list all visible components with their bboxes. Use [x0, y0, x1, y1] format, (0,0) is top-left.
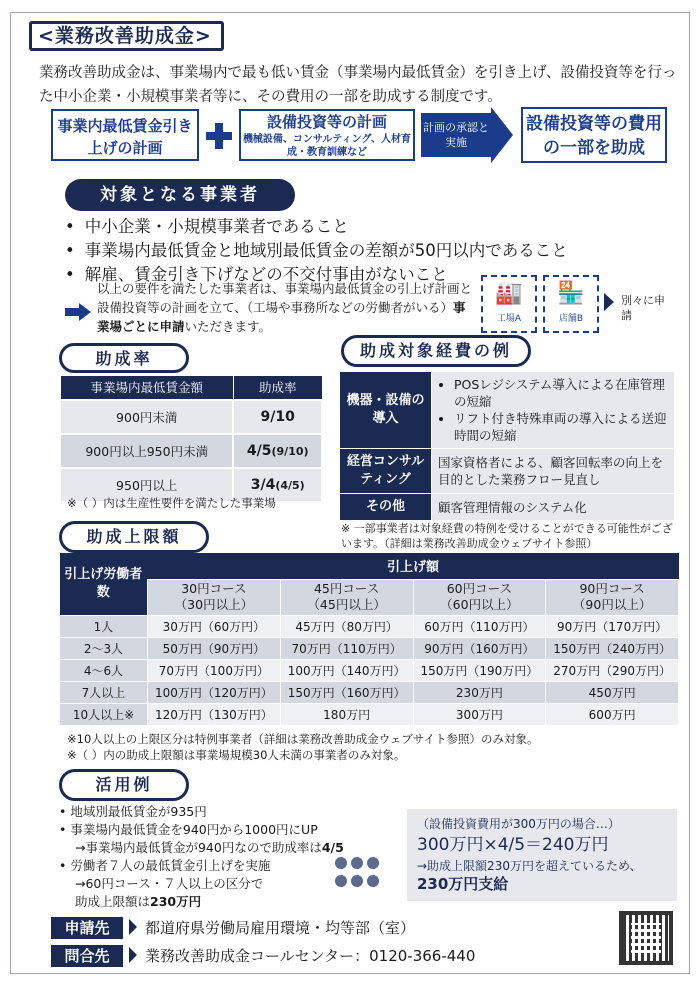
expenses-heading: 助成対象経費の例	[341, 335, 531, 367]
table-row: 4〜6人 70万円（100万円） 100万円（140万円） 150万円（190万円） 270万円（290万円）	[60, 659, 679, 681]
list-item: →60円コース・７人以上の区分で	[75, 876, 264, 891]
limits-row-header: 引上げ労働者数	[60, 553, 148, 615]
table-row: 経営コンサルティング 国家資格者による、顧客回転率の向上を目的とした業務フロー見直し	[340, 449, 675, 494]
table-row: 900円未満 9/10	[60, 400, 322, 434]
limits-table	[59, 553, 679, 726]
table-row: 10人以上※ 120万円（130万円） 180万円 300万円 600万円	[60, 703, 679, 725]
workers-icon	[333, 853, 381, 899]
store-icon: 🏪	[557, 281, 585, 306]
rate-footnote: ※（ ）内は生産性要件を満たした事業場	[67, 496, 276, 510]
table-row: その他 顧客管理情報のシステム化	[340, 494, 675, 521]
list-item: • 事業場内最低賃金と地域別最低賃金の差額が50円以内であること	[65, 239, 665, 263]
store-card	[543, 275, 599, 333]
page-title: <業務改善助成金>	[29, 21, 224, 51]
rate-col-header: 助成率	[233, 376, 322, 400]
table-row: 7人以上 100万円（120万円） 150万円（160万円） 230万円 450万円	[60, 681, 679, 703]
apply-label: 申請先	[51, 917, 123, 939]
apply-value: 都道府県労働局雇用環境・均等部（室）	[145, 919, 416, 937]
arrow-right-icon	[604, 293, 614, 311]
arrow-right-icon	[129, 919, 137, 935]
table-row: 1人 30万円（60万円） 45万円（80万円） 60万円（110万円） 90万円（170万円）	[60, 615, 679, 637]
limits-notes: ※10人以上の上限区分は特例事業者（詳細は業務改善助成金ウェブサイト参照）のみ対象。 ※（ ）内の助成上限額は事業場規模30人未満の事業者のみ対象。	[67, 732, 539, 762]
flow-investment-title: 設備投資等の計画	[266, 113, 387, 131]
course-header: 45円コース （45円以上）	[280, 579, 413, 615]
separate-note: 別々に申請	[621, 294, 665, 322]
apply-row	[51, 917, 591, 939]
list-item: • 労働者７人の最低賃金引上げを実施	[59, 857, 399, 875]
expenses-table	[339, 371, 675, 521]
eligible-note: 以上の要件を満たした事業者は、事業場内最低賃金の引上げ計画と設備投資等の計画を立て、（工場や事務所などの労働者がいる）事業場ごとに申請いただきます。	[97, 281, 473, 334]
flow-arrow-text: 計画の承認と実施	[421, 113, 491, 157]
table-row: 900円以上950円未満 4/5(9/10)	[60, 434, 322, 468]
limits-group-header: 引上げ額	[148, 553, 679, 579]
factory-card	[481, 275, 537, 333]
contact-label: 問合先	[51, 945, 123, 967]
flow-subsidy: 設備投資等の費用の一部を助成	[521, 107, 667, 163]
limits-heading: 助成上限額	[59, 521, 209, 553]
qr-code[interactable]	[619, 911, 673, 965]
store-label: 店舗B	[558, 314, 584, 324]
factory-label: 工場A	[496, 314, 522, 324]
arrow-right-icon	[65, 303, 91, 321]
table-row: 機器・設備の導入 • POSレジシステム導入による在庫管理の短縮 • リフト付き特殊車両の導入による送迎時間の短縮	[340, 372, 675, 449]
calc-box: （設備投資費用が300万円の場合…） 300万円×4/5＝240万円 →助成上限額230万円を超えているため、230万円支給	[407, 809, 677, 901]
flow-arrow	[421, 107, 515, 163]
course-header: 60円コース （60円以上）	[413, 579, 546, 615]
flow-wage-plan: 事業内最低賃金引き上げの計画	[51, 109, 199, 161]
factory-icon: 🏭	[495, 281, 523, 306]
example-heading: 活用例	[59, 769, 189, 801]
course-header: 30円コース （30円以上）	[148, 579, 281, 615]
flyer	[10, 12, 690, 974]
intro-text: 業務改善助成金は、事業場内で最も低い賃金（事業場内最低賃金）を引き上げ、設備投資等を行った中小企業・小規模事業者等に、その費用の一部を助成する制度です。	[39, 65, 677, 105]
arrow-right-icon	[491, 107, 513, 163]
table-row: 950円以上 3/4(4/5)	[60, 468, 322, 502]
flow-investment-sub: 機械設備、コンサルティング、人材育成・教育訓練など	[242, 134, 412, 158]
table-row: 2〜3人 50万円（90万円） 70万円（110万円） 90万円（160万円） 150万円（240万円）	[60, 637, 679, 659]
expenses-footnote: ※ 一部事業者は対象経費の特例を受けることができる可能性がございます。（詳細は業務改善助成金ウェブサイト参照）	[341, 522, 673, 550]
emphasis: 事業場ごとに申請	[97, 300, 466, 334]
contact-row	[51, 945, 591, 967]
flow-investment-plan	[239, 109, 415, 161]
list-item: • 事業場内最低賃金を940円から1000円にUP	[59, 821, 399, 839]
list-item: • リフト付き特殊車両の導入による送迎時間の短縮	[454, 410, 668, 444]
list-item: • 中小企業・小規模事業者であること	[65, 215, 665, 239]
list-item: →事業場内最低賃金が940円なので助成率は4/5	[75, 840, 344, 855]
list-item: 助成上限額は230万円	[75, 894, 202, 909]
plus-icon	[206, 123, 232, 149]
list-item: • 地域別最低賃金が935円	[59, 803, 399, 821]
rate-col-header: 事業場内最低賃金額	[60, 376, 233, 400]
contact-value: 業務改善助成金コールセンター：0120-366-440	[145, 947, 476, 965]
rate-heading: 助成率	[59, 343, 189, 373]
eligible-heading: 対象となる事業者	[65, 179, 295, 211]
list-item: • POSレジシステム導入による在庫管理の短縮	[454, 376, 668, 410]
list-item: • 解雇、賃金引き下げなどの不交付事由がないこと	[65, 263, 665, 287]
course-header: 90円コース （90円以上）	[546, 579, 679, 615]
rate-table	[59, 375, 323, 503]
arrow-right-icon	[129, 947, 137, 963]
